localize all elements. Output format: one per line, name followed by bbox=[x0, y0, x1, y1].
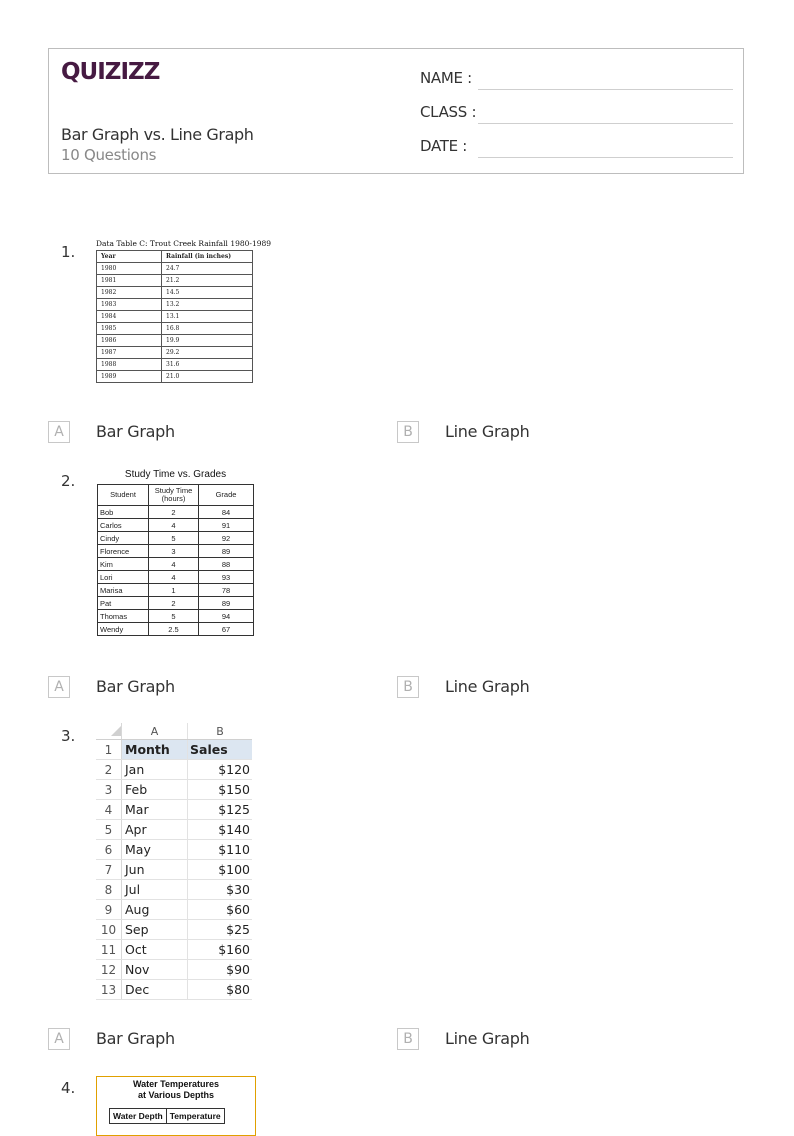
cell: $150 bbox=[188, 780, 253, 800]
table-row bbox=[96, 960, 252, 980]
cell: 88 bbox=[199, 558, 254, 571]
table-row bbox=[97, 287, 253, 299]
cell: 21.0 bbox=[162, 371, 253, 383]
table-row bbox=[98, 545, 254, 558]
table-title: Study Time vs. Grades bbox=[124, 469, 227, 480]
option-a-box[interactable]: A bbox=[48, 1028, 70, 1050]
cell: 13.1 bbox=[162, 311, 253, 323]
cell: 5 bbox=[149, 610, 199, 623]
header-cell: Rainfall (in inches) bbox=[162, 251, 253, 263]
cell: 93 bbox=[199, 571, 254, 584]
name-line[interactable] bbox=[478, 89, 733, 90]
cell: 16.8 bbox=[162, 323, 253, 335]
option-b-box[interactable]: B bbox=[397, 1028, 419, 1050]
table-row bbox=[98, 610, 254, 623]
rainfall-table bbox=[96, 250, 253, 383]
cell: $110 bbox=[188, 840, 253, 860]
monthly-sales-spreadsheet-image bbox=[96, 723, 252, 1000]
header-cell: Student bbox=[98, 485, 149, 506]
table-row bbox=[96, 860, 252, 880]
table-title-line-1: Water Temperatures bbox=[132, 1079, 220, 1089]
row-number: 9 bbox=[96, 900, 122, 920]
header-cell: Study Time (hours) bbox=[149, 485, 199, 506]
cell: Marisa bbox=[98, 584, 149, 597]
cell: 21.2 bbox=[162, 275, 253, 287]
cell: 1983 bbox=[97, 299, 162, 311]
table-row bbox=[97, 275, 253, 287]
cell: $140 bbox=[188, 820, 253, 840]
cell: Lori bbox=[98, 571, 149, 584]
class-line[interactable] bbox=[478, 123, 733, 124]
select-all-icon bbox=[111, 726, 121, 736]
header-cell: Water Depth bbox=[110, 1109, 167, 1124]
table-row bbox=[97, 347, 253, 359]
cell: 91 bbox=[199, 519, 254, 532]
row-number: 13 bbox=[96, 980, 122, 1000]
option-b-label[interactable]: Line Graph bbox=[445, 422, 530, 441]
cell: May bbox=[122, 840, 188, 860]
table-row bbox=[97, 263, 253, 275]
option-a-label[interactable]: Bar Graph bbox=[96, 1029, 175, 1048]
row-number: 12 bbox=[96, 960, 122, 980]
cell: Cindy bbox=[98, 532, 149, 545]
option-a-label[interactable]: Bar Graph bbox=[96, 422, 175, 441]
table-row bbox=[96, 920, 252, 940]
table-row bbox=[97, 335, 253, 347]
cell: $60 bbox=[188, 900, 253, 920]
cell: 67 bbox=[199, 623, 254, 636]
table-row bbox=[96, 820, 252, 840]
table-row bbox=[96, 840, 252, 860]
option-b-box[interactable]: B bbox=[397, 676, 419, 698]
study-time-table bbox=[97, 484, 254, 636]
cell: Apr bbox=[122, 820, 188, 840]
table-row bbox=[98, 506, 254, 519]
cell: Kim bbox=[98, 558, 149, 571]
column-header-a: A bbox=[122, 723, 188, 740]
cell: $30 bbox=[188, 880, 253, 900]
table-row bbox=[96, 940, 252, 960]
question-number: 1. bbox=[61, 243, 76, 261]
row-number: 10 bbox=[96, 920, 122, 940]
cell: Month bbox=[122, 740, 188, 760]
header-cell: Year bbox=[97, 251, 162, 263]
header-cell: Temperature bbox=[166, 1109, 224, 1124]
cell: 1988 bbox=[97, 359, 162, 371]
table-title-line-2: at Various Depths bbox=[137, 1090, 215, 1100]
cell: 1982 bbox=[97, 287, 162, 299]
cell: Oct bbox=[122, 940, 188, 960]
cell: $100 bbox=[188, 860, 253, 880]
cell: 1984 bbox=[97, 311, 162, 323]
cell: 4 bbox=[149, 571, 199, 584]
table-row bbox=[96, 980, 252, 1000]
cell: 2 bbox=[149, 597, 199, 610]
option-a-box[interactable]: A bbox=[48, 676, 70, 698]
quizizz-logo: QUIZIZZ bbox=[61, 59, 160, 85]
question-number: 3. bbox=[61, 727, 76, 745]
date-line[interactable] bbox=[478, 157, 733, 158]
cell: 1981 bbox=[97, 275, 162, 287]
table-row bbox=[97, 299, 253, 311]
cell: Dec bbox=[122, 980, 188, 1000]
question-count: 10 Questions bbox=[61, 146, 157, 164]
cell: 94 bbox=[199, 610, 254, 623]
cell: 31.6 bbox=[162, 359, 253, 371]
monthly-sales-table bbox=[96, 723, 252, 1000]
table-row bbox=[97, 359, 253, 371]
cell: $80 bbox=[188, 980, 253, 1000]
water-temperature-table bbox=[109, 1108, 225, 1124]
cell: 1989 bbox=[97, 371, 162, 383]
table-row bbox=[96, 800, 252, 820]
table-row bbox=[96, 900, 252, 920]
rainfall-table-image bbox=[96, 239, 271, 383]
water-temperature-table-image bbox=[96, 1076, 256, 1136]
table-row bbox=[97, 311, 253, 323]
table-row bbox=[96, 780, 252, 800]
class-label: CLASS : bbox=[420, 103, 477, 121]
cell: Florence bbox=[98, 545, 149, 558]
cell: 4 bbox=[149, 558, 199, 571]
cell: Thomas bbox=[98, 610, 149, 623]
study-time-table-image bbox=[97, 469, 254, 636]
option-b-label[interactable]: Line Graph bbox=[445, 1029, 530, 1048]
cell: 1987 bbox=[97, 347, 162, 359]
cell: 5 bbox=[149, 532, 199, 545]
table-title: Data Table C: Trout Creek Rainfall 1980-1989 bbox=[96, 239, 272, 248]
cell: Jun bbox=[122, 860, 188, 880]
cell: Jul bbox=[122, 880, 188, 900]
cell: Pat bbox=[98, 597, 149, 610]
corner-cell bbox=[96, 723, 122, 740]
row-number: 2 bbox=[96, 760, 122, 780]
cell: 1985 bbox=[97, 323, 162, 335]
cell: 3 bbox=[149, 545, 199, 558]
cell: Carlos bbox=[98, 519, 149, 532]
option-a-box[interactable]: A bbox=[48, 421, 70, 443]
row-number: 4 bbox=[96, 800, 122, 820]
name-label: NAME : bbox=[420, 69, 472, 87]
table-row bbox=[96, 740, 252, 760]
table-row bbox=[98, 532, 254, 545]
table-row bbox=[98, 584, 254, 597]
cell: 2.5 bbox=[149, 623, 199, 636]
table-row bbox=[98, 558, 254, 571]
question-number: 4. bbox=[61, 1079, 76, 1097]
table-row bbox=[98, 571, 254, 584]
row-number: 5 bbox=[96, 820, 122, 840]
cell: 92 bbox=[199, 532, 254, 545]
cell: 89 bbox=[199, 545, 254, 558]
cell: Sales bbox=[188, 740, 253, 760]
worksheet-header bbox=[48, 48, 744, 174]
column-header-b: B bbox=[188, 723, 253, 740]
table-row bbox=[96, 760, 252, 780]
question-number: 2. bbox=[61, 472, 76, 490]
cell: Bob bbox=[98, 506, 149, 519]
date-label: DATE : bbox=[420, 137, 468, 155]
option-a-label[interactable]: Bar Graph bbox=[96, 677, 175, 696]
cell: Aug bbox=[122, 900, 188, 920]
table-row bbox=[98, 519, 254, 532]
cell: 1986 bbox=[97, 335, 162, 347]
cell: $90 bbox=[188, 960, 253, 980]
cell: 1 bbox=[149, 584, 199, 597]
cell: 1980 bbox=[97, 263, 162, 275]
table-row bbox=[96, 880, 252, 900]
cell: 19.9 bbox=[162, 335, 253, 347]
row-number: 8 bbox=[96, 880, 122, 900]
cell: Sep bbox=[122, 920, 188, 940]
table-row bbox=[97, 371, 253, 383]
row-number: 6 bbox=[96, 840, 122, 860]
worksheet-title: Bar Graph vs. Line Graph bbox=[61, 125, 254, 144]
cell: Wendy bbox=[98, 623, 149, 636]
cell: Jan bbox=[122, 760, 188, 780]
row-number: 11 bbox=[96, 940, 122, 960]
cell: $125 bbox=[188, 800, 253, 820]
table-row bbox=[97, 323, 253, 335]
header-cell: Grade bbox=[199, 485, 254, 506]
cell: 4 bbox=[149, 519, 199, 532]
cell: 2 bbox=[149, 506, 199, 519]
cell: Mar bbox=[122, 800, 188, 820]
table-row bbox=[98, 597, 254, 610]
cell: $120 bbox=[188, 760, 253, 780]
option-b-box[interactable]: B bbox=[397, 421, 419, 443]
cell: $160 bbox=[188, 940, 253, 960]
table-row bbox=[98, 623, 254, 636]
row-number: 7 bbox=[96, 860, 122, 880]
cell: 89 bbox=[199, 597, 254, 610]
cell: 14.5 bbox=[162, 287, 253, 299]
cell: 29.2 bbox=[162, 347, 253, 359]
cell: $25 bbox=[188, 920, 253, 940]
cell: 78 bbox=[199, 584, 254, 597]
row-number: 1 bbox=[96, 740, 122, 760]
row-number: 3 bbox=[96, 780, 122, 800]
cell: 13.2 bbox=[162, 299, 253, 311]
cell: 84 bbox=[199, 506, 254, 519]
cell: 24.7 bbox=[162, 263, 253, 275]
cell: Nov bbox=[122, 960, 188, 980]
option-b-label[interactable]: Line Graph bbox=[445, 677, 530, 696]
cell: Feb bbox=[122, 780, 188, 800]
